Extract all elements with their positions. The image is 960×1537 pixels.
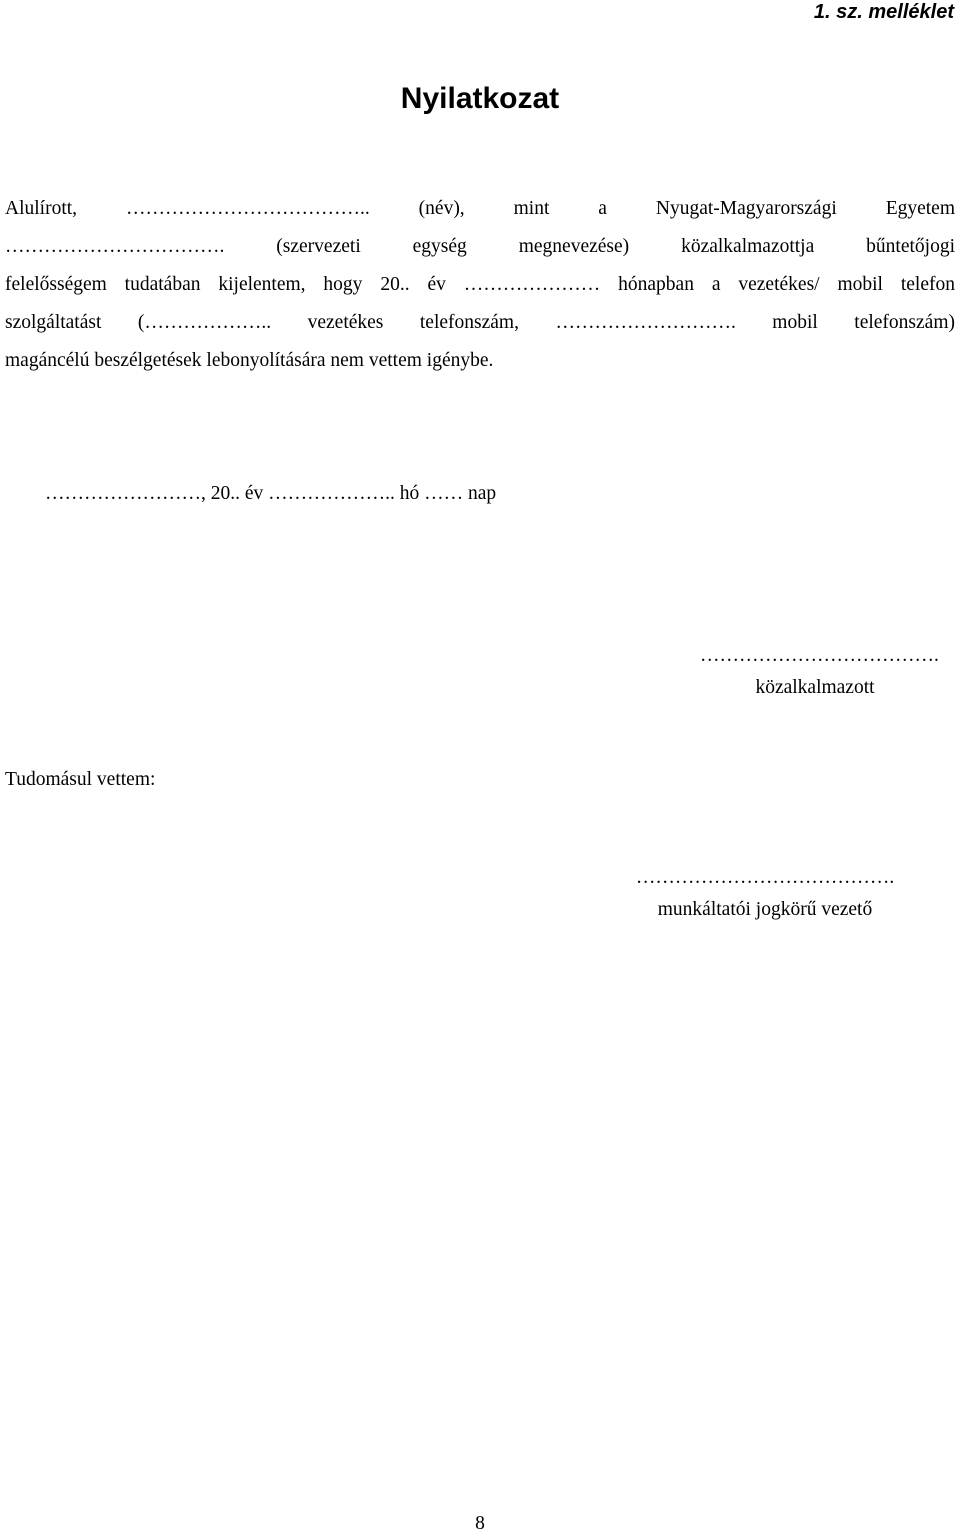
employee-signature-dots: ……………………………….: [700, 645, 939, 666]
employee-signature-label: közalkalmazott: [755, 677, 875, 698]
declaration-paragraph: [5, 190, 955, 380]
employer-signature-label: munkáltatói jogkörű vezető: [657, 899, 873, 920]
employer-signature-block: [600, 862, 930, 926]
page-number: 8: [475, 1513, 485, 1534]
date-line: ……………………, 20.. év ……………….. hó …… nap: [45, 483, 497, 504]
annex-label: 1. sz. melléklet: [813, 1, 954, 23]
employer-signature-dots: ………………………………….: [635, 867, 895, 888]
document-title: Nyilatkozat: [400, 82, 560, 115]
paragraph-line-4: szolgáltatást (……………….. vezetékes telefonszám, ………………………. mobil telefonszám): [5, 312, 955, 333]
paragraph-line-3: felelősségem tudatában kijelentem, hogy 20.. év ………………… hónapban a vezetékes/ mobil telefon: [5, 274, 955, 295]
employee-signature-block: [700, 640, 939, 704]
paragraph-line-1: Alulírott, ……………………………….. (név), mint a Nyugat-Magyarországi Egyetem: [5, 198, 955, 219]
acknowledgement-label: Tudomásul vettem:: [5, 769, 156, 790]
paragraph-line-2: ……………………………. (szervezeti egység megnevezése) közalkalmazottja bűntetőjogi: [5, 236, 955, 257]
paragraph-line-5: magáncélú beszélgetések lebonyolítására nem vettem igénybe.: [5, 350, 494, 371]
